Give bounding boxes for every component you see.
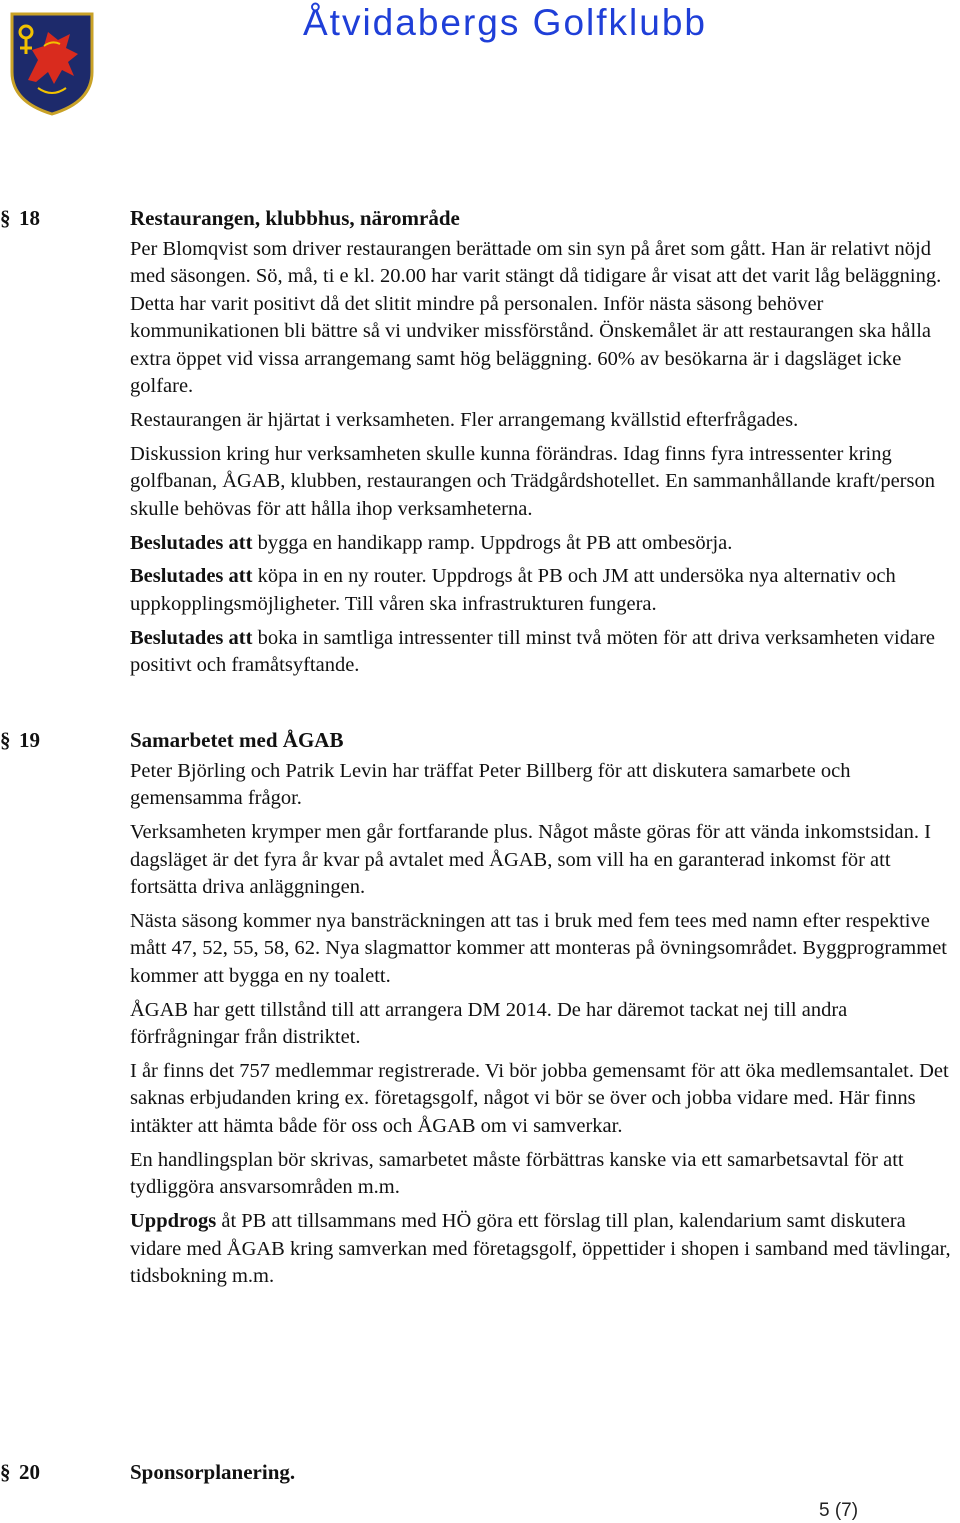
paragraph: Diskussion kring hur verksamheten skulle kunna förändras. Idag finns fyra intressenter kring golfbanan, ÅGAB, klubben, restaurangen och Trädgårdshotellet. En sammanhållande kraft/person skulle behövas för att hålla ihop verksamheterna.: [130, 442, 935, 520]
paragraph: I år finns det 757 medlemmar registrerade. Vi bör jobba gemensamt för att öka medlemsantalet. Det saknas erbjudanden kring ex. företagsgolf, något vi bör se över och jobba vidare med. Här finns intäkter att hämta både för oss och ÅGAB om vi samverkar.: [130, 1060, 949, 1137]
decision-paragraph: Beslutades att köpa in en ny router. Uppdrogs åt PB och JM att undersöka nya alternativ och uppkopplingsmöjligheter. Till våren ska infrastrukturen fungera.: [130, 565, 896, 615]
section-number: 18: [19, 206, 40, 230]
paragraph: Restaurangen är hjärtat i verksamheten. Fler arrangemang kvällstid efterfrågades.: [130, 408, 799, 431]
paragraph: ÅGAB har gett tillstånd till att arrangera DM 2014. De har däremot tackat nej till andra förfrågningar från distriktet.: [130, 998, 848, 1049]
paragraph: En handlingsplan bör skrivas, samarbetet måste förbättras kanske via ett samarbetsavtal för att tydliggöra ansvarsområden m.m.: [130, 1148, 904, 1199]
section-19: [0, 728, 960, 1297]
decision-paragraph: Beslutades att boka in samtliga intressenter till minst två möten för att driva verksamheten vidare positivt och framåtsyftande.: [130, 626, 936, 677]
assignment-paragraph: Uppdrogs åt PB att tillsammans med HÖ göra ett förslag till plan, kalendarium samt diskutera vidare med ÅGAB kring samverkan med företagsgolf, öppettider i shopen i samband med tävlingar, tidsbokning m.m.: [130, 1210, 951, 1287]
dragon-crest-icon: [8, 10, 96, 118]
section-number: 20: [19, 1460, 40, 1484]
decision-paragraph: Beslutades att bygga en handikapp ramp. Uppdrogs åt PB att ombesörja.: [130, 531, 733, 554]
section-mark: §: [0, 206, 11, 230]
section-body: [130, 758, 960, 1290]
paragraph: Per Blomqvist som driver restaurangen berättade om sin syn på året som gått. Han är relativt nöjd med säsongen. Sö, må, ti e kl. 20.00 har varit stängt då tidigare år visat att det varit låg beläggning. Detta har varit positivt då det slitit mindre på personalen. Inför nästa säsong behöver kommunikationen bli bättre så vi undviker missförstånd. Önskemålet är att restaurangen ska hålla extra öppet vid vissa arrangemang samt hög beläggning. 60% av besökarna är i dagsläget icke golfare.: [130, 238, 942, 398]
section-18: [0, 206, 960, 686]
section-title: Restaurangen, klubbhus, närområde: [130, 206, 460, 230]
section-body: [130, 236, 960, 680]
section-20: [0, 1460, 960, 1490]
section-mark: §: [0, 728, 11, 752]
section-heading: [0, 206, 960, 236]
paragraph: Verksamheten krymper men går fortfarande plus. Något måste göras för att vända inkomstsidan. I dagsläget är det fyra år kvar på avtalet med ÅGAB, som vill ha en garanterad inkomst för att fortsätta driva anläggningen.: [130, 821, 931, 899]
section-mark: §: [0, 1460, 11, 1484]
section-title: Sponsorplanering.: [130, 1460, 296, 1484]
section-number: 19: [19, 728, 40, 752]
paragraph: Peter Björling och Patrik Levin har träffat Peter Billberg för att diskutera samarbete och gemensamma frågor.: [130, 760, 851, 810]
section-heading: [0, 728, 960, 758]
club-name-header: Åtvidabergs Golfklubb: [303, 2, 707, 43]
paragraph: Nästa säsong kommer nya bansträckningen att tas i bruk med fem tees med namn efter respektive mått 47, 52, 55, 58, 62. Nya slagmattor kommer att monteras på övningsområdet. Byggprogrammet kommer att bygga en ny toalett.: [130, 910, 947, 987]
page-number: 5 (7): [819, 1500, 859, 1521]
section-heading: [0, 1460, 960, 1490]
section-title: Samarbetet med ÅGAB: [130, 728, 344, 752]
